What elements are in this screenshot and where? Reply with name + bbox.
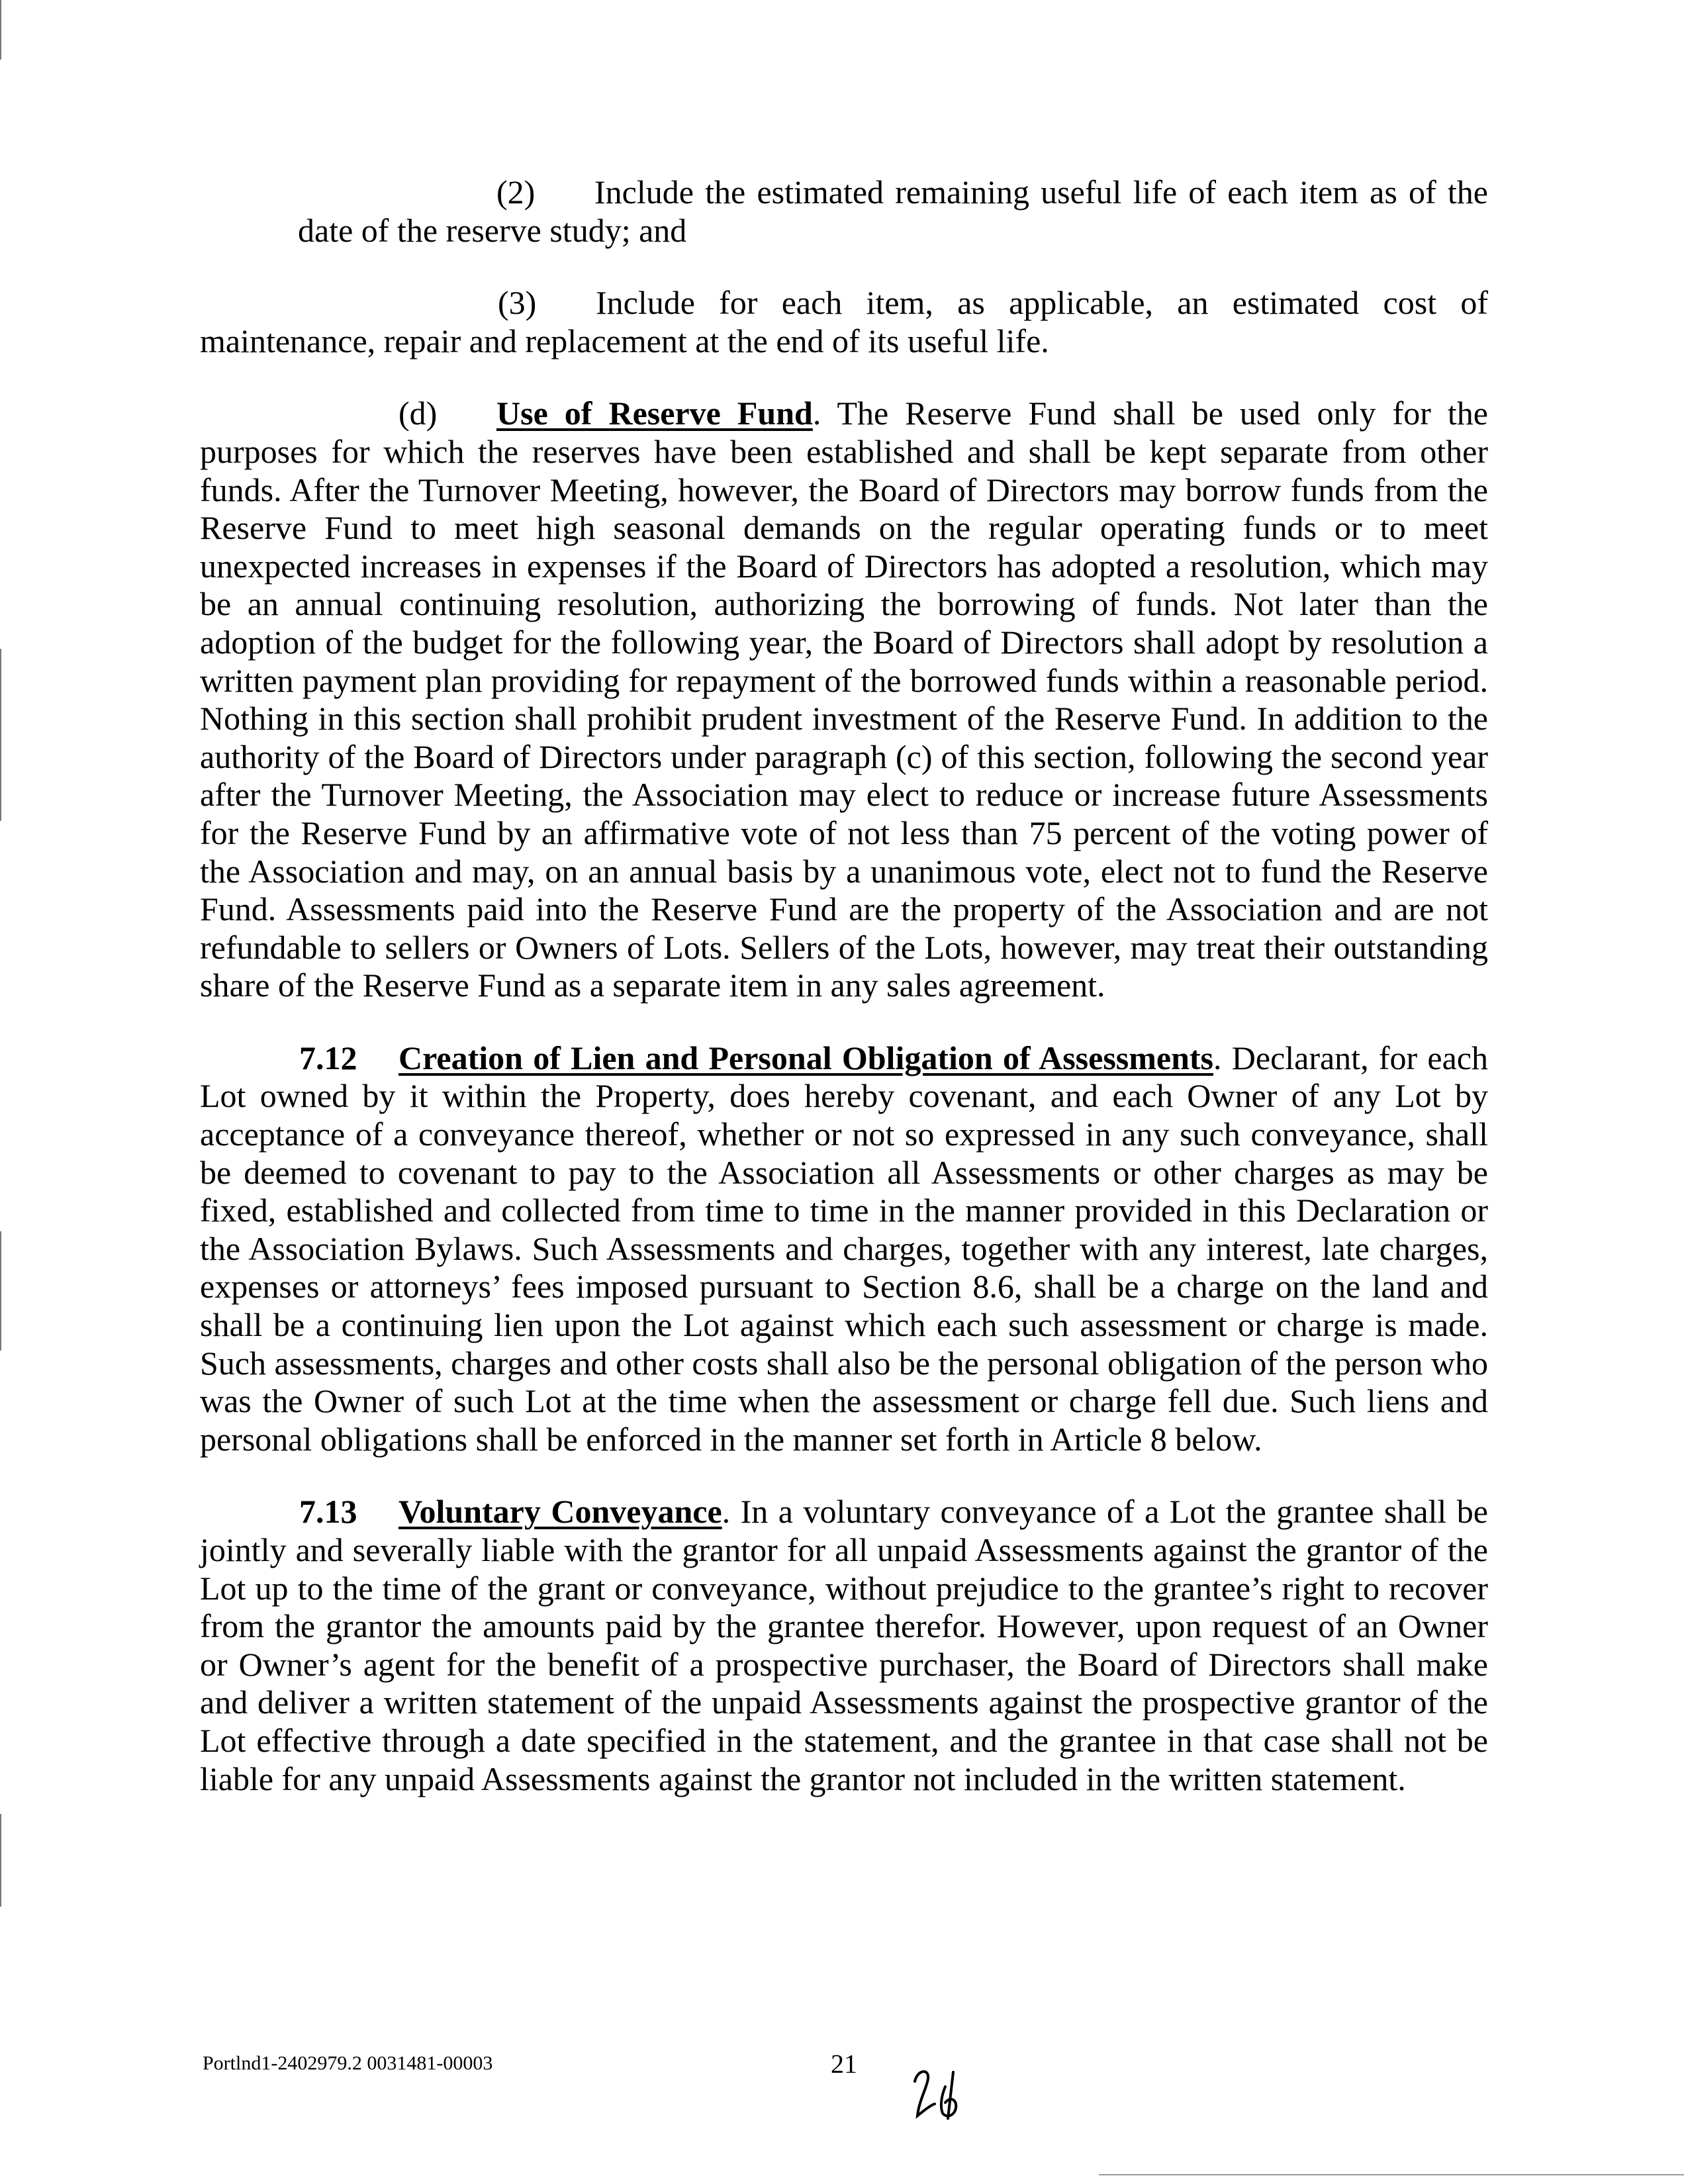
section-7-13 (200, 1493, 1488, 1798)
paragraph-heading: Use of Reserve Fund (496, 395, 813, 432)
subparagraph-2 (298, 173, 1488, 250)
paragraph-d-use-of-reserve-fund (200, 395, 1488, 1005)
subparagraph-3 (200, 284, 1488, 360)
section-number: 7.12 (299, 1039, 357, 1076)
section-text: . Declarant, for each Lot owned by it within the Property, does hereby covenant, and each Owner of any Lot by acceptance of a conveyance thereof, whether or not so expressed in any such conveyance, shall be deemed to covenant to pay to the Association all Assessments or other charges as may be fixed, established and collected from time to time in the manner provided in this Declaration or the Association Bylaws. Such Assessments and charges, together with any interest, late charges, expenses or attorneys’ fees imposed pursuant to Section 8.6, shall be a charge on the land and shall be a continuing lien upon the Lot against which each such assessment or charge is made. Such assessments, charges and other costs shall also be the personal obligation of the person who was the Owner of such Lot at the time when the assessment or charge fell due. Such liens and personal obligations shall be enforced in the manner set forth in Article 8 below. (200, 1039, 1488, 1458)
subparagraph-text: Include the estimated remaining useful life of each item as of the date of the reserve study; and (298, 173, 1488, 249)
subparagraph-text: Include for each item, as applicable, an estimated cost of maintenance, repair and replacement at the end of its useful life. (200, 284, 1488, 359)
paragraph-text: . The Reserve Fund shall be used only for the purposes for which the reserves have been established and shall be kept separate from other funds. After the Turnover Meeting, however, the Board of Directors may borrow funds from the Reserve Fund to meet high seasonal demands on the regular operating funds or to meet unexpected increases in expenses if the Board of Directors has adopted a resolution, which may be an annual continuing resolution, authorizing the borrowing of funds. Not later than the adoption of the budget for the following year, the Board of Directors shall adopt by resolution a written payment plan providing for repayment of the borrowed funds within a reasonable period. Nothing in this section shall prohibit prudent investment of the Reserve Fund. In addition to the authority of the Board of Directors under paragraph (c) of this section, following the second year after the Turnover Meeting, the Association may elect to reduce or increase future Assessments for the Reserve Fund by an affirmative vote of not less than 75 percent of the voting power of the Association and may, on an annual basis by a unanimous vote, elect not to fund the Reserve Fund. Assessments paid into the Reserve Fund are the property of the Association and are not refundable to sellers or Owners of Lots. Sellers of the Lots, however, may treat their outstanding share of the Reserve Fund as a separate item in any sales agreement. (200, 395, 1488, 1004)
section-number: 7.13 (299, 1493, 357, 1531)
scan-edge-mark (0, 0, 1, 60)
section-text: . In a voluntary conveyance of a Lot the grantee shall be jointly and severally liable with the grantor for all unpaid Assessments against the grantor of the Lot up to the time of the grant or conveyance, without prejudice to the grantee’s right to recover from the grantor the amounts paid by the grantee therefor. However, upon request of an Owner or Owner’s agent for the benefit of a prospective purchaser, the Board of Directors shall make and deliver a written statement of the unpaid Assessments against the prospective grantor of the Lot effective through a date specified in the statement, and the grantee in that case shall not be liable for any unpaid Assessments against the grantor not included in the written statement. (200, 1493, 1488, 1797)
paragraph-marker: (d) (398, 395, 438, 432)
section-heading: Creation of Lien and Personal Obligation of Assessments (398, 1039, 1213, 1076)
handwritten-page-mark (911, 2067, 984, 2120)
scan-edge-mark (0, 1231, 1, 1351)
page-number: 21 (831, 2049, 857, 2079)
scan-edge-mark (0, 649, 1, 821)
footer-document-id: Portlnd1-2402979.2 0031481-00003 (203, 2052, 493, 2074)
section-7-12 (200, 1039, 1488, 1459)
section-heading: Voluntary Conveyance (398, 1493, 722, 1531)
subparagraph-marker: (2) (496, 173, 536, 211)
scan-edge-mark (0, 1814, 1, 1907)
scan-bottom-rule (1099, 2174, 1684, 2175)
document-body (200, 173, 1488, 1832)
subparagraph-marker: (3) (498, 284, 537, 322)
